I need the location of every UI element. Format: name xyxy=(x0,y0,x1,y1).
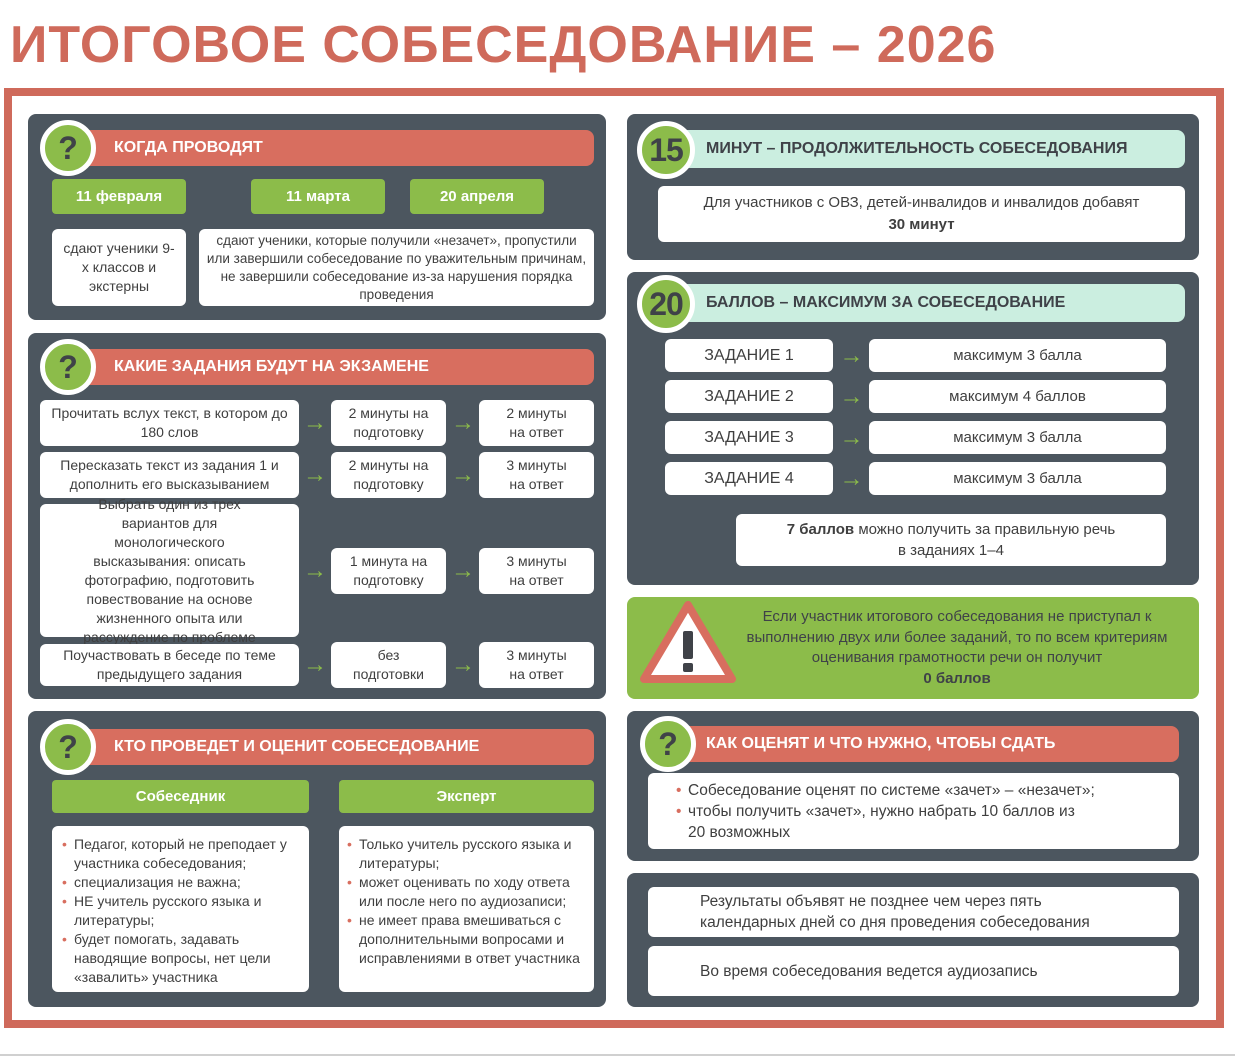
list-item: • специализация не важна; xyxy=(60,873,301,892)
prep-time: 1 минута на подготовку xyxy=(331,548,446,594)
question-icon: ? xyxy=(640,716,696,772)
page-title: ИТОГОВОЕ СОБЕСЕДОВАНИЕ – 2026 xyxy=(10,16,997,74)
task-label: ЗАДАНИЕ 1 xyxy=(665,339,833,372)
question-icon: ? xyxy=(40,120,96,176)
prep-time: без подготовки xyxy=(331,642,446,688)
max-points: максимум 4 баллов xyxy=(869,380,1166,413)
when-description-retake: сдают ученики, которые получили «незачет», пропустили или завершили собеседование по уважительным причинам, не завершили собеседование из-за нарушения порядка проведения xyxy=(199,229,594,306)
interlocutor-label: Собеседник xyxy=(52,780,309,813)
duration-number: 15 xyxy=(637,121,695,179)
answer-time: 3 минуты на ответ xyxy=(479,642,594,688)
audio-note: Во время собеседования ведется аудиозапись xyxy=(648,946,1179,996)
arrow-right-icon: → xyxy=(839,382,864,410)
list-item: • может оценивать по ходу ответа или после него по аудиозаписи; xyxy=(345,873,590,911)
date-badge: 20 апреля xyxy=(410,179,544,214)
duration-note: Для участников с ОВЗ, детей-инвалидов и инвалидов добавят 30 минут xyxy=(658,186,1185,242)
prep-time: 2 минуты на подготовку xyxy=(331,400,446,446)
tasks-header: КАКИЕ ЗАДАНИЯ БУДУТ НА ЭКЗАМЕНЕ xyxy=(114,358,429,375)
warning-text: Если участник итогового собеседования не приступал к выполнению двух или более заданий, то по всем критериям оценивания грамотности речи он получит xyxy=(746,608,1168,666)
warning-text-block xyxy=(736,607,1178,691)
warning-points: 0 баллов xyxy=(923,669,991,687)
task-description: Пересказать текст из задания 1 и дополнить его высказыванием xyxy=(40,452,299,498)
task-description: Поучаствовать в беседе по теме предыдущего задания xyxy=(40,644,299,686)
evaluation-header-bar xyxy=(660,726,1179,762)
tasks-header-bar xyxy=(60,349,594,385)
arrow-right-icon: → xyxy=(839,341,864,369)
results-note: Результаты объявят не позднее чем через пять календарных дней со дня проведения собеседования xyxy=(648,887,1179,937)
arrow-right-icon: → xyxy=(451,409,475,436)
evaluation-list xyxy=(648,773,1179,849)
max-points: максимум 3 балла xyxy=(869,339,1166,372)
points-header: БАЛЛОВ – МАКСИМУМ ЗА СОБЕСЕДОВАНИЕ xyxy=(706,294,1066,311)
arrow-right-icon: → xyxy=(839,423,864,451)
expert-label: Эксперт xyxy=(339,780,594,813)
warning-icon xyxy=(640,601,736,683)
list-item: • будет помогать, задавать наводящие вопросы, нет цели «завалить» участника xyxy=(60,930,301,987)
task-label: ЗАДАНИЕ 4 xyxy=(665,462,833,495)
arrow-right-icon: → xyxy=(303,461,327,488)
answer-time: 3 минуты на ответ xyxy=(479,452,594,498)
max-points: максимум 3 балла xyxy=(869,462,1166,495)
extra-time: 30 минут xyxy=(888,216,955,233)
list-item: • чтобы получить «зачет», нужно набрать 10 баллов из 20 возможных xyxy=(674,801,1169,843)
task-description: Выбрать один из трех вариантов для монологического высказывания: описать фотографию, подготовить повествование на основе жизненного опыта или рассуждение по проблеме xyxy=(40,504,299,637)
answer-time: 2 минуты на ответ xyxy=(479,400,594,446)
task-label: ЗАДАНИЕ 2 xyxy=(665,380,833,413)
when-header-bar xyxy=(60,130,594,166)
list-item: • НЕ учитель русского языка и литературы; xyxy=(60,892,301,930)
list-item: • Собеседование оценят по системе «зачет» – «незачет»; xyxy=(674,780,1169,801)
arrow-right-icon: → xyxy=(303,409,327,436)
duration-header-bar xyxy=(660,130,1185,168)
evaluation-header: КАК ОЦЕНЯТ И ЧТО НУЖНО, ЧТОБЫ СДАТЬ xyxy=(706,735,1056,752)
arrow-right-icon: → xyxy=(451,461,475,488)
date-badge: 11 февраля xyxy=(52,179,186,214)
arrow-right-icon: → xyxy=(451,557,475,584)
max-points: максимум 3 балла xyxy=(869,421,1166,454)
question-icon: ? xyxy=(40,719,96,775)
when-description-main: сдают ученики 9-х классов и экстерны xyxy=(52,229,186,306)
arrow-right-icon: → xyxy=(303,651,327,678)
question-icon: ? xyxy=(40,339,96,395)
when-header: КОГДА ПРОВОДЯТ xyxy=(114,139,263,156)
expert-list xyxy=(339,826,594,992)
prep-time: 2 минуты на подготовку xyxy=(331,452,446,498)
answer-time: 3 минуты на ответ xyxy=(479,548,594,594)
arrow-right-icon: → xyxy=(839,464,864,492)
task-description: Прочитать вслух текст, в котором до 180 слов xyxy=(40,400,299,446)
list-item: • Только учитель русского языка и литературы; xyxy=(345,835,590,873)
points-header-bar xyxy=(660,284,1185,322)
who-header-bar xyxy=(60,729,594,765)
who-header: КТО ПРОВЕДЕТ И ОЦЕНИТ СОБЕСЕДОВАНИЕ xyxy=(114,738,480,755)
task-label: ЗАДАНИЕ 3 xyxy=(665,421,833,454)
speech-points-bold: 7 баллов xyxy=(786,521,855,538)
duration-header: МИНУТ – ПРОДОЛЖИТЕЛЬНОСТЬ СОБЕСЕДОВАНИЯ xyxy=(706,140,1128,157)
date-badge: 11 марта xyxy=(251,179,385,214)
arrow-right-icon: → xyxy=(303,557,327,584)
divider xyxy=(0,1054,1235,1056)
interlocutor-list xyxy=(52,826,309,992)
points-number: 20 xyxy=(637,275,695,333)
list-item: • не имеет права вмешиваться с дополнительными вопросами и исправлениями в ответ участника xyxy=(345,911,590,968)
speech-points-note: 7 баллов можно получить за правильную речь в заданиях 1–4 xyxy=(736,514,1166,566)
list-item: • Педагог, который не преподает у участника собеседования; xyxy=(60,835,301,873)
arrow-right-icon: → xyxy=(451,651,475,678)
